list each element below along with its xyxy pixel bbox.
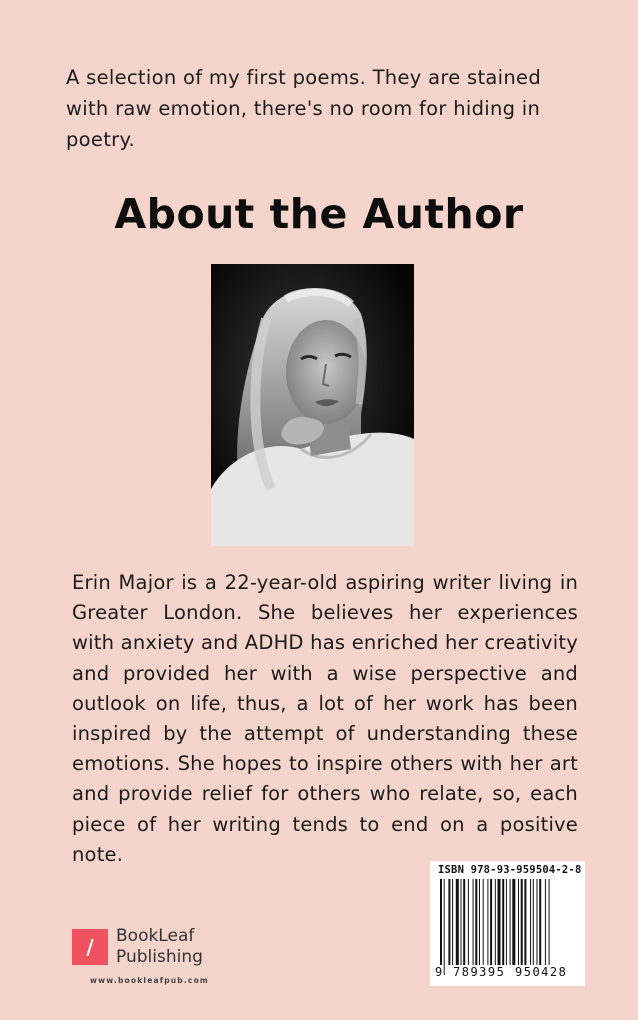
barcode-bar [468, 879, 469, 965]
barcode-bar [461, 879, 462, 965]
publisher-logo [72, 926, 272, 988]
publisher-name-line2: Publishing [116, 947, 203, 967]
barcode-bar [518, 879, 519, 965]
author-photo [211, 264, 414, 546]
barcode-left-group: 789395 [453, 965, 506, 979]
about-author-heading: About the Author [114, 190, 524, 238]
barcode-bar [490, 879, 492, 965]
barcode-bar [495, 879, 496, 965]
bookleaf-mark-icon: / [72, 929, 108, 965]
isbn-label: ISBN 978-93-959504-2-8 [438, 864, 582, 876]
barcode-bar [537, 879, 538, 965]
barcode-bar [452, 879, 453, 965]
barcode-bar [549, 879, 550, 975]
barcode-bar [512, 879, 515, 965]
barcode-bar [475, 879, 477, 965]
barcode-bars [436, 879, 579, 975]
barcode-bar [463, 879, 465, 965]
barcode-bar [440, 879, 442, 975]
barcode-bar [473, 879, 474, 965]
barcode-bar [539, 879, 541, 965]
barcode-bar [448, 879, 450, 965]
barcode-bar [479, 879, 480, 965]
barcode-bar [533, 879, 534, 965]
barcode-bar [456, 879, 459, 965]
barcode-bar [506, 879, 507, 965]
barcode-bar [498, 879, 501, 965]
author-bio: Erin Major is a 22-year-old aspiring writer living in Greater London. She believes her experiences with anxiety and ADHD has enriched her creativity and provided her with a wise perspective and outlook on life, thus, a lot of her work has been inspired by the attempt of understanding these emotions. She hopes to inspire others with her art and provide relief for others who relate, so, each piece of her writing tends to end on a positive note. [72, 571, 578, 866]
barcode-lead-digit: 9 [435, 965, 443, 979]
barcode-right-group: 950428 [515, 965, 568, 979]
publisher-name-line1: BookLeaf [116, 926, 195, 946]
barcode-bar [530, 879, 531, 965]
barcode-bar [524, 879, 526, 965]
publisher-url: www.bookleafpub.com [90, 976, 209, 985]
barcode-bar [545, 879, 546, 975]
barcode-bar [510, 879, 511, 965]
barcode-bar [487, 879, 488, 965]
back-cover-blurb: A selection of my first poems. They are stained with raw emotion, there's no room for hiding in poetry. [66, 66, 542, 151]
isbn-barcode [430, 861, 585, 986]
barcode-bar [521, 879, 523, 965]
barcode-bar [502, 879, 504, 965]
publisher-name [116, 926, 203, 968]
barcode-bar [483, 879, 484, 965]
barcode-bar [444, 879, 445, 975]
